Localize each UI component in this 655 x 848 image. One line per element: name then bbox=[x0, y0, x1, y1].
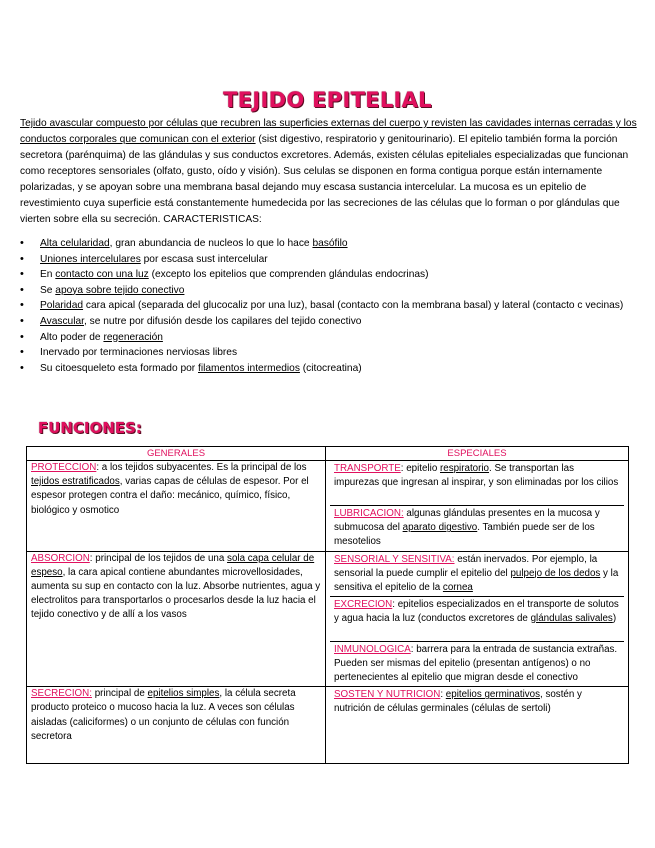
list-item: • Uniones intercelulares por escasa sust intercelular bbox=[20, 252, 640, 268]
cell-inmunologica-top: INMUNOLOGICA: barrera para la entrada de sustancia extrañas. Pueden ser mismas del epitelio (presentan antígenos) o no pertenecientes al epitelio que migran desde el conectivo bbox=[334, 643, 618, 684]
cell-transporte: TRANSPORTE: epitelio respiratorio. Se transportan las impurezas que ingresan al inspirar, y son eliminadas por los cilios bbox=[330, 461, 624, 506]
list-item: • Avascular, se nutre por difusión desde los capilares del tejido conectivo bbox=[20, 314, 640, 330]
page-title: TEJIDO EPITELIAL bbox=[223, 88, 432, 112]
list-item: • Se apoya sobre tejido conectivo bbox=[20, 283, 640, 299]
cell-excrecion: EXCRECION: epitelios especializados en el transporte de solutos y agua hacia la luz (conductos excretores de glándulas salivales) bbox=[330, 597, 624, 642]
characteristics-list bbox=[20, 236, 640, 376]
col-header-generales: GENERALES bbox=[27, 447, 326, 461]
col-header-especiales: ESPECIALES bbox=[326, 447, 629, 461]
cell-secrecion: SECRECION: principal de epitelios simples, la célula secreta producto proteico o mucoso hacia la luz. A veces son células aisladas (caliciformes) o un conjunto de células con función secretora bbox=[27, 687, 326, 764]
intro-text: (sist digestivo, respiratorio y genitourinario). El epitelio también forma la porción secretora (parénquima) de las glándulas y sus conductos excretores. Además, existen células epiteliales especializadas que funcionan como receptores sensoriales (olfato, gusto, oído y visión). Sus celulas se disponen en forma contigua porque están internamente polarizadas, y se apoyan sobre una membrana basal dejando muy escasa sustancia intercelular. La mucosa es un epitelio de revestimiento cuya superficie está constantemente humedecida por las secreciones de las células que lo forman o por glándulas que vierten sobre ella su secreción. CARACTERISTICAS: bbox=[20, 134, 629, 225]
cell-sosten: SOSTEN Y NUTRICION: epitelios germinativos, sostén y nutrición de células germinales (células de sertoli) bbox=[334, 689, 582, 715]
list-item: • Su citoesqueleto esta formado por filamentos intermedios (citocreatina) bbox=[20, 361, 640, 377]
cell-lubricacion: LUBRICACION: algunas glándulas presentes en la mucosa y submucosa del aparato digestivo. También puede ser de los mesotelios bbox=[334, 508, 600, 548]
funciones-heading: FUNCIONES: bbox=[38, 419, 142, 437]
intro-paragraph bbox=[20, 116, 640, 228]
cell-proteccion: PROTECCION: a los tejidos subyacentes. Es la principal de los tejidos estratificados, varias capas de células de espesor. Por el espesor protegen contra el daño: mecánico, químico, físico, biológico y osmotico bbox=[27, 461, 326, 552]
list-item: • Alta celularidad, gran abundancia de nucleos lo que lo hace basófilo bbox=[20, 236, 640, 252]
cell-sensorial: SENSORIAL Y SENSITIVA: están inervados. Por ejemplo, la sensorial la puede cumplir el epitelio del pulpejo de los dedos y la sensitiva el epitelio de la cornea bbox=[330, 552, 624, 597]
intro-definition: Tejido avascular compuesto por células que recubren las superficies externas del cuerpo y revisten las cavidades internas cerradas y los conductos corporales que comunican con el exterior bbox=[20, 118, 637, 145]
cell-special-group-3 bbox=[326, 687, 629, 764]
list-item: • Polaridad cara apical (separada del glucocaliz por una luz), basal (contacto con la membrana basal) y lateral (contacto c vecinas) bbox=[20, 298, 640, 314]
list-item: • Alto poder de regeneración bbox=[20, 330, 640, 346]
functions-table bbox=[26, 446, 629, 764]
cell-special-group-2 bbox=[326, 551, 629, 687]
list-item: • Inervado por terminaciones nerviosas libres bbox=[20, 345, 640, 361]
list-item: • En contacto con una luz (excepto los epitelios que comprenden glándulas endocrinas) bbox=[20, 267, 640, 283]
cell-absorcion: ABSORCION: principal de los tejidos de una sola capa celular de espeso, la cara apical contiene abundantes microvellosidades, aumenta su sup en contacto con la luz. Absorbe nutrientes, agua y electrolitos para transportarlos o procesarlos desde la luz hacia el tejido conectivo y de allí a los vasos bbox=[27, 551, 326, 687]
cell-special-group-1 bbox=[326, 461, 629, 552]
